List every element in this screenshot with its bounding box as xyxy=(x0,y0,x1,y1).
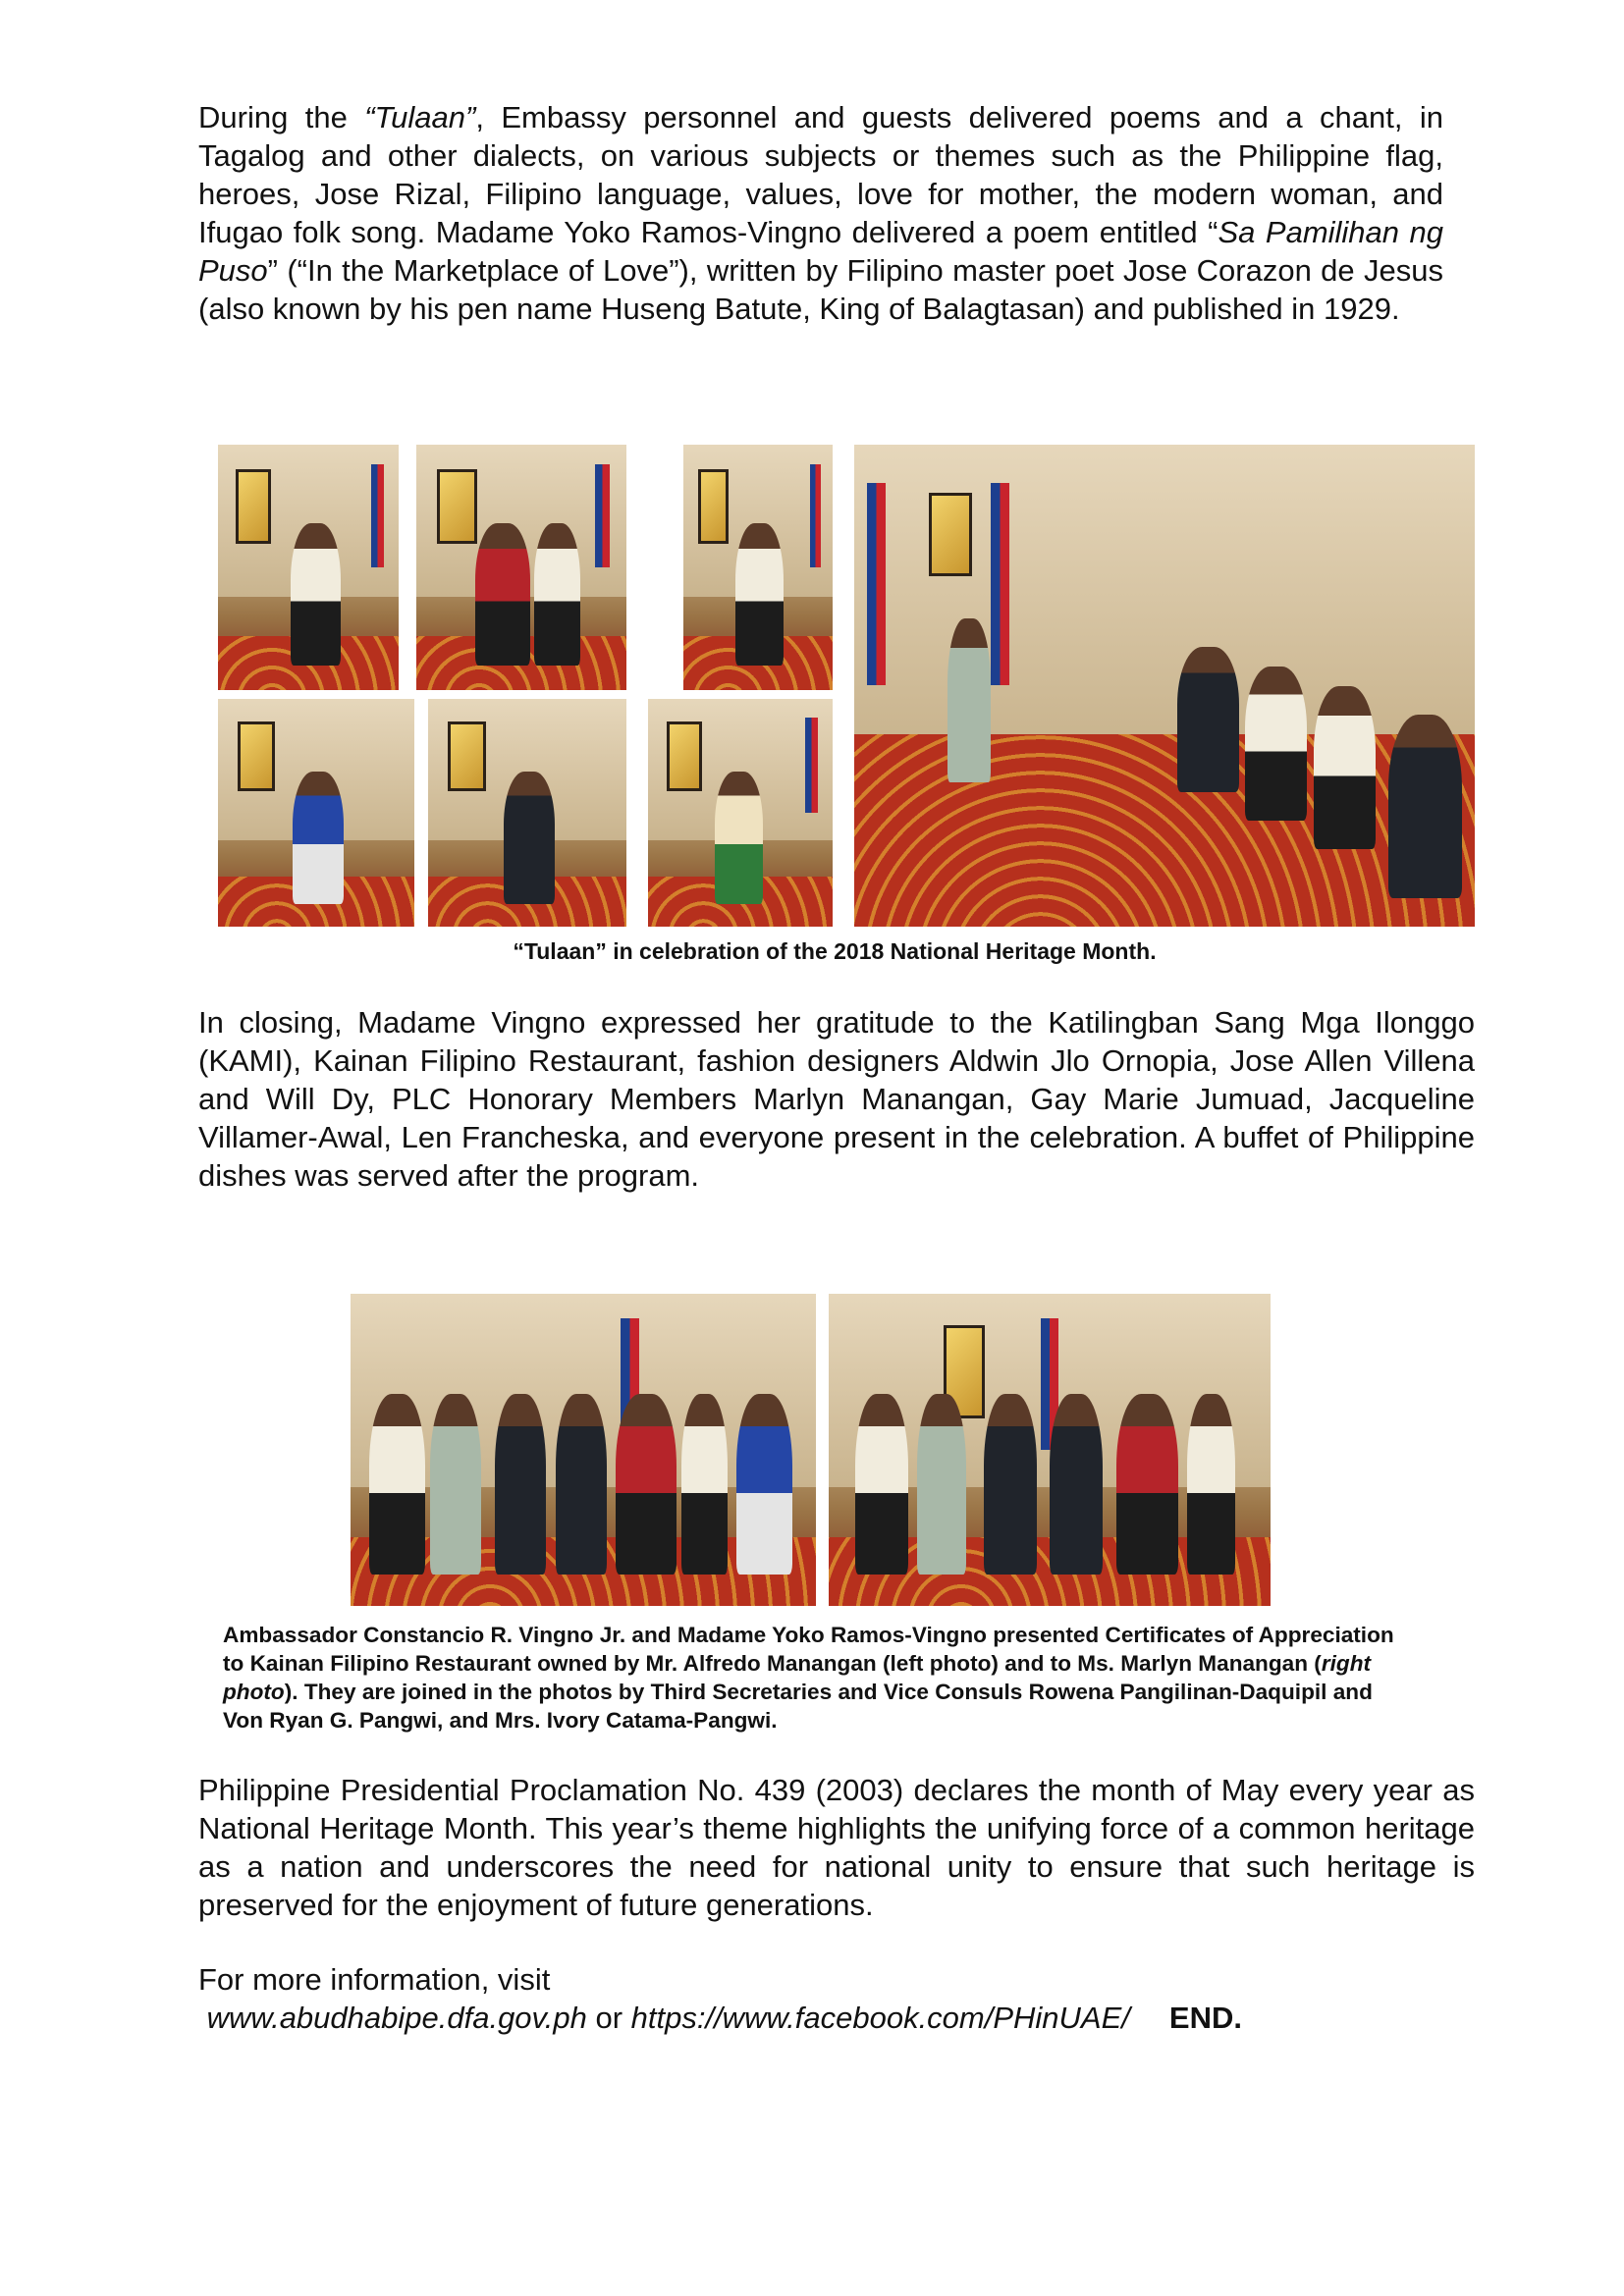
end-marker: END. xyxy=(1168,2001,1242,2035)
more-information xyxy=(198,1960,1475,2037)
photo-reader-1 xyxy=(218,445,399,690)
photo-certificate-right xyxy=(829,1294,1271,1606)
text: , Embassy personnel and guests delivered poems and a chant, in Tagalog and other dialects, on various subjects or themes such as the Philippine flag, heroes, Jose Rizal, Filipino language, values, love for mother, the modern woman, and Ifugao folk song. Madame Yoko Ramos-Vingno delivered a poem entitled “ xyxy=(198,100,1444,249)
text-italic: “Tulaan” xyxy=(364,100,476,134)
text-italic: right photo xyxy=(223,1651,1372,1704)
caption-certificates xyxy=(223,1621,1401,1735)
paragraph-proclamation: Philippine Presidential Proclamation No. 439 (2003) declares the month of May every year as National Heritage Month. This year’s theme highlights the unifying force of a common heritage as a nation and underscores the need for national unity to ensure that such heritage is preserved for the enjoyment of future generations. xyxy=(198,1773,1475,1922)
photo-reader-6 xyxy=(648,699,833,927)
photo-reader-2 xyxy=(416,445,626,690)
text: or xyxy=(586,2001,631,2035)
photo-reader-3 xyxy=(683,445,833,690)
photo-certificate-left xyxy=(351,1294,816,1606)
photo-audience xyxy=(854,445,1475,927)
text: During the xyxy=(198,100,365,134)
photo-reader-5 xyxy=(428,699,626,927)
text: ” (“In the Marketplace of Love”), written by Filipino master poet Jose Corazon de Jesus (also known by his pen name Huseng Batute, King of Balagtasan) and published in 1929. xyxy=(198,253,1443,326)
caption-tulaan: “Tulaan” in celebration of the 2018 National Heritage Month. xyxy=(513,938,1157,964)
embassy-website-link[interactable]: www.abudhabipe.dfa.gov.ph xyxy=(206,2001,587,2035)
text: Ambassador Constancio R. Vingno Jr. and Madame Yoko Ramos-Vingno presented Certificates of Appreciation to Kainan Filipino Restaurant owned by Mr. Alfredo Manangan (left photo) and to Ms. Marlyn Manangan ( xyxy=(223,1623,1394,1676)
more-info-label: For more information, visit xyxy=(198,1962,551,1997)
photo-reader-4 xyxy=(218,699,414,927)
facebook-link[interactable]: https://www.facebook.com/PHinUAE/ xyxy=(630,2001,1130,2035)
paragraph-closing: In closing, Madame Vingno expressed her gratitude to the Katilingban Sang Mga Ilonggo (KAMI), Kainan Filipino Restaurant, fashion designers Aldwin Jlo Ornopia, Jose Allen Villena and Will Dy, PLC Honorary Members Marlyn Manangan, Gay Marie Jumuad, Jacqueline Villamer-Awal, Len Francheska, and everyone present in the celebration. A buffet of Philippine dishes was served after the program. xyxy=(198,1005,1475,1193)
paragraph-tulaan xyxy=(198,98,1443,328)
text: ). They are joined in the photos by Third Secretaries and Vice Consuls Rowena Pangilinan-Daquipil and Von Ryan G. Pangwi, and Mrs. Ivory Catama-Pangwi. xyxy=(223,1680,1373,1733)
poem-title: Sa Pamilihan ng Puso xyxy=(198,215,1444,288)
